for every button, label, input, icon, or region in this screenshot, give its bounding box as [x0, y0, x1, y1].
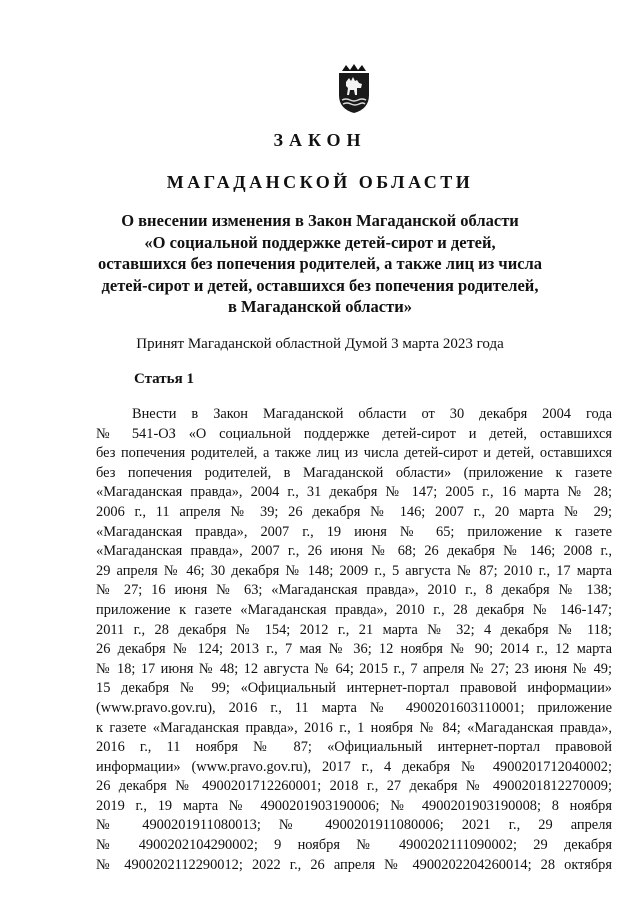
article-body	[96, 405, 612, 875]
law-title-line: в Магаданской области»	[228, 297, 412, 316]
body-line: № 4900202104290002; 9 ноября № 4900202111090002; 29 декабря	[96, 837, 612, 854]
adoption-note: Принят Магаданской областной Думой 3 марта 2023 года	[136, 336, 504, 352]
law-title-line: детей-сирот и детей, оставшихся без попечения родителей,	[101, 275, 539, 295]
body-line: без попечения родителей, в Магаданской области» (приложение к газете	[96, 464, 612, 481]
body-line: № 18; 17 июня № 48; 12 августа № 64; 2015 г., 7 апреля № 27; 23 июня № 49;	[96, 660, 612, 677]
body-line: к газете «Магаданская правда», 2016 г., 1 ноября № 84; «Магаданская правда»,	[96, 719, 612, 736]
body-line: 2019 г., 19 марта № 4900201903190006; № 4900201903190008; 8 ноября	[96, 797, 612, 814]
body-line: (www.pravo.gov.ru), 2016 г., 11 марта № 4900201603110001; приложение	[96, 699, 612, 716]
body-line: 26 декабря № 124; 2013 г., 7 мая № 36; 12 ноября № 90; 2014 г., 12 марта	[96, 641, 612, 658]
body-line: 2011 г., 28 декабря № 154; 2012 г., 21 марта № 32; 4 декабря № 118;	[96, 621, 612, 638]
body-line: 29 апреля № 46; 30 декабря № 148; 2009 г., 5 августа № 87; 2010 г., 17 марта	[96, 562, 612, 579]
body-line: 2016 г., 11 ноября № 87; «Официальный интернет-портал правовой	[96, 739, 612, 756]
law-title-line: оставшихся без попечения родителей, а также лиц из числа	[97, 254, 543, 273]
body-line: № 4900202112290012; 2022 г., 26 апреля № 4900202204260014; 28 октября	[96, 856, 612, 873]
body-line: № 27; 16 июня № 63; «Магаданская правда», 2010 г., 8 декабря № 138;	[96, 582, 612, 599]
body-line: «Магаданская правда», 2004 г., 31 декабря № 147; 2005 г., 16 марта № 28;	[96, 484, 612, 501]
law-title	[90, 210, 550, 318]
body-line: приложение к газете «Магаданская правда», 2010 г., 28 декабря № 146-147;	[96, 601, 612, 618]
body-line: 2006 г., 11 апреля № 39; 26 декабря № 146; 2007 г., 20 марта № 29;	[96, 503, 612, 520]
body-line: информации» (www.pravo.gov.ru), 2017 г., 4 декабря № 4900201712040002;	[96, 758, 612, 775]
body-line: 15 декабря № 99; «Официальный интернет-портал правовой информации»	[96, 680, 612, 697]
body-line: без попечения родителей, а также лиц из числа детей-сирот и детей, оставшихся	[96, 445, 612, 462]
law-title-line: «О социальной поддержке детей-сирот и детей,	[144, 232, 496, 252]
law-title-line: О внесении изменения в Закон Магаданской области	[121, 211, 519, 230]
coat-of-arms-icon	[332, 62, 376, 114]
body-line: «Магаданская правда», 2007 г., 19 июня № 65; приложение к газете	[96, 523, 612, 540]
document-type-heading: ЗАКОН	[273, 130, 367, 150]
body-line: Внести в Закон Магаданской области от 30 декабря 2004 года	[132, 406, 612, 422]
body-line: № 4900201911080013; № 4900201911080006; 2021 г., 29 апреля	[96, 817, 612, 834]
body-line: «Магаданская правда», 2007 г., 26 июня № 68; 26 декабря № 146; 2008 г.,	[96, 543, 612, 560]
body-line: № 541-ОЗ «О социальной поддержке детей-сирот и детей, оставшихся	[96, 425, 612, 442]
body-line: 26 декабря № 4900201712260001; 2018 г., 27 декабря № 4900201812270009;	[96, 778, 612, 795]
region-heading: МАГАДАНСКОЙ ОБЛАСТИ	[166, 172, 474, 192]
article-heading: Статья 1	[134, 371, 194, 387]
